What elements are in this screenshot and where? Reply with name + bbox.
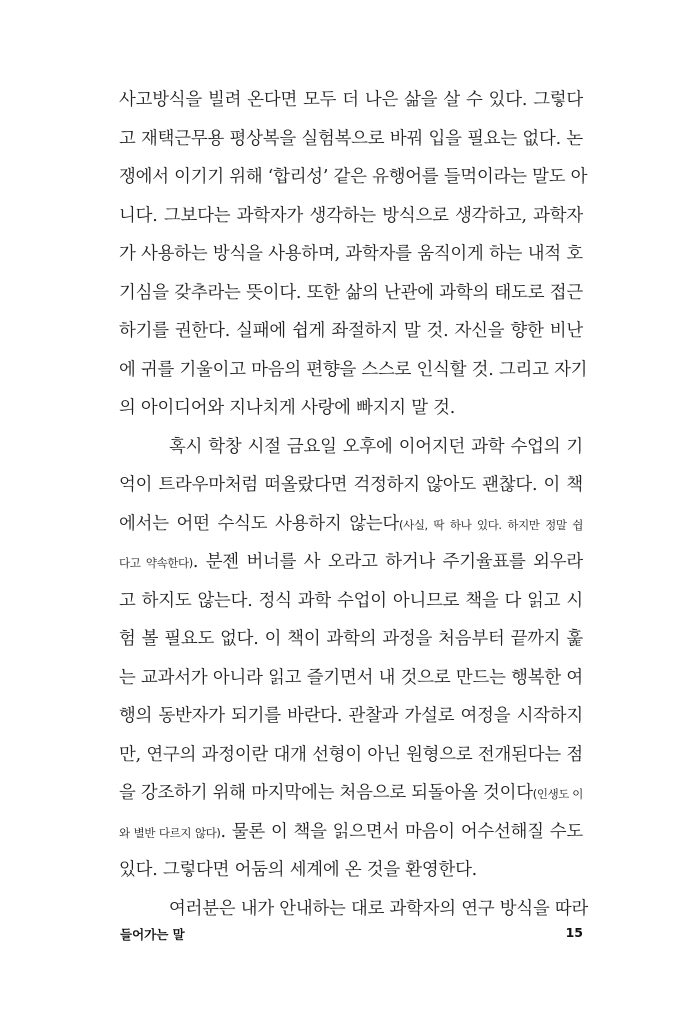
text-line — [119, 736, 583, 775]
text-line — [119, 197, 583, 236]
line-text: 여러분은 내가 안내하는 대로 과학자의 연구 방식을 따라 — [169, 898, 589, 919]
line-text: 있다. 그렇다면 어둠의 세계에 온 것을 환영한다. — [119, 860, 478, 880]
line-text: . 분젠 버너를 사 오라고 하거나 주기율표를 외우라 — [192, 552, 583, 572]
text-line — [119, 543, 583, 582]
parenthetical-note: (인생도 이 — [532, 787, 583, 801]
line-text: 만, 연구의 과정이란 대개 선형이 아닌 원형으로 전개된다는 점 — [119, 744, 583, 765]
text-line — [119, 466, 583, 505]
line-text: 혹시 학창 시절 금요일 오후에 이어지던 과학 수업의 기 — [169, 436, 583, 457]
page-footer — [120, 925, 583, 945]
line-text: 에서는 어떤 수식도 사용하지 않는다 — [119, 513, 400, 534]
line-text: 니다. 그보다는 과학자가 생각하는 방식으로 생각하고, 과학자 — [119, 205, 583, 226]
text-line — [119, 389, 583, 428]
page-number: 15 — [565, 925, 583, 940]
text-line — [119, 120, 583, 159]
text-line — [119, 158, 588, 197]
line-text: 험 볼 필요도 없다. 이 책이 과학의 과정을 처음부터 끝까지 훑 — [119, 629, 583, 649]
parenthetical-note: (사실, 딱 하나 있다. 하지만 정말 쉽 — [399, 517, 583, 532]
line-text: 기심을 갖추라는 뜻이다. 또한 삶의 난관에 과학의 태도로 접근 — [119, 282, 583, 303]
line-text: . 물론 이 책을 읽으면서 마음이 어수선해질 수도 — [220, 821, 583, 842]
line-text: 을 강조하기 위해 마지막에는 처음으로 되돌아올 것이다 — [119, 783, 533, 803]
line-text: 쟁에서 이기기 위해 ‘합리성’ 같은 유행어를 들먹이라는 말도 아 — [119, 167, 588, 187]
text-line — [119, 697, 583, 736]
line-text: 에 귀를 기울이고 마음의 편향을 스스로 인식할 것. 그리고 자기 — [119, 359, 588, 380]
line-text: 억이 트라우마처럼 떠올랐다면 걱정하지 않아도 괜찮다. 이 책 — [119, 475, 583, 495]
text-line — [119, 851, 583, 890]
body-text — [119, 81, 589, 928]
line-text: 는 교과서가 아니라 읽고 즐기면서 내 것으로 만드는 행복한 여 — [119, 667, 583, 688]
text-line — [119, 813, 583, 852]
line-text: 가 사용하는 방식을 사용하며, 과학자를 움직이게 하는 내적 호 — [119, 244, 583, 264]
paragraph-start-line — [119, 890, 589, 929]
text-line — [119, 312, 583, 351]
line-text: 하기를 권한다. 실패에 쉽게 좌절하지 말 것. 자신을 향한 비난 — [119, 321, 583, 341]
text-line — [119, 505, 583, 544]
text-line — [119, 659, 583, 698]
text-line — [119, 582, 583, 621]
paragraph-start-line — [119, 428, 583, 467]
line-text: 사고방식을 빌려 온다면 모두 더 나은 삶을 살 수 있다. 그렇다 — [119, 90, 583, 110]
text-line — [119, 81, 583, 120]
section-title: 들어가는 말 — [120, 927, 185, 942]
text-line — [119, 274, 583, 313]
parenthetical-note: 다고 약속한다) — [119, 556, 193, 570]
text-line — [119, 620, 583, 659]
line-text: 의 아이디어와 지나치게 사랑에 빠지지 말 것. — [119, 398, 456, 418]
text-line — [119, 774, 583, 813]
line-text: 고 재택근무용 평상복을 실험복으로 바꿔 입을 필요는 없다. 논 — [119, 128, 583, 149]
line-text: 행의 동반자가 되기를 바란다. 관찰과 가설로 여정을 시작하지 — [119, 706, 583, 726]
text-line — [119, 351, 588, 390]
text-line — [119, 235, 583, 274]
parenthetical-note: 와 별반 다르지 않다) — [119, 825, 221, 840]
line-text: 고 하지도 않는다. 정식 과학 수업이 아니므로 책을 다 읽고 시 — [119, 590, 583, 611]
